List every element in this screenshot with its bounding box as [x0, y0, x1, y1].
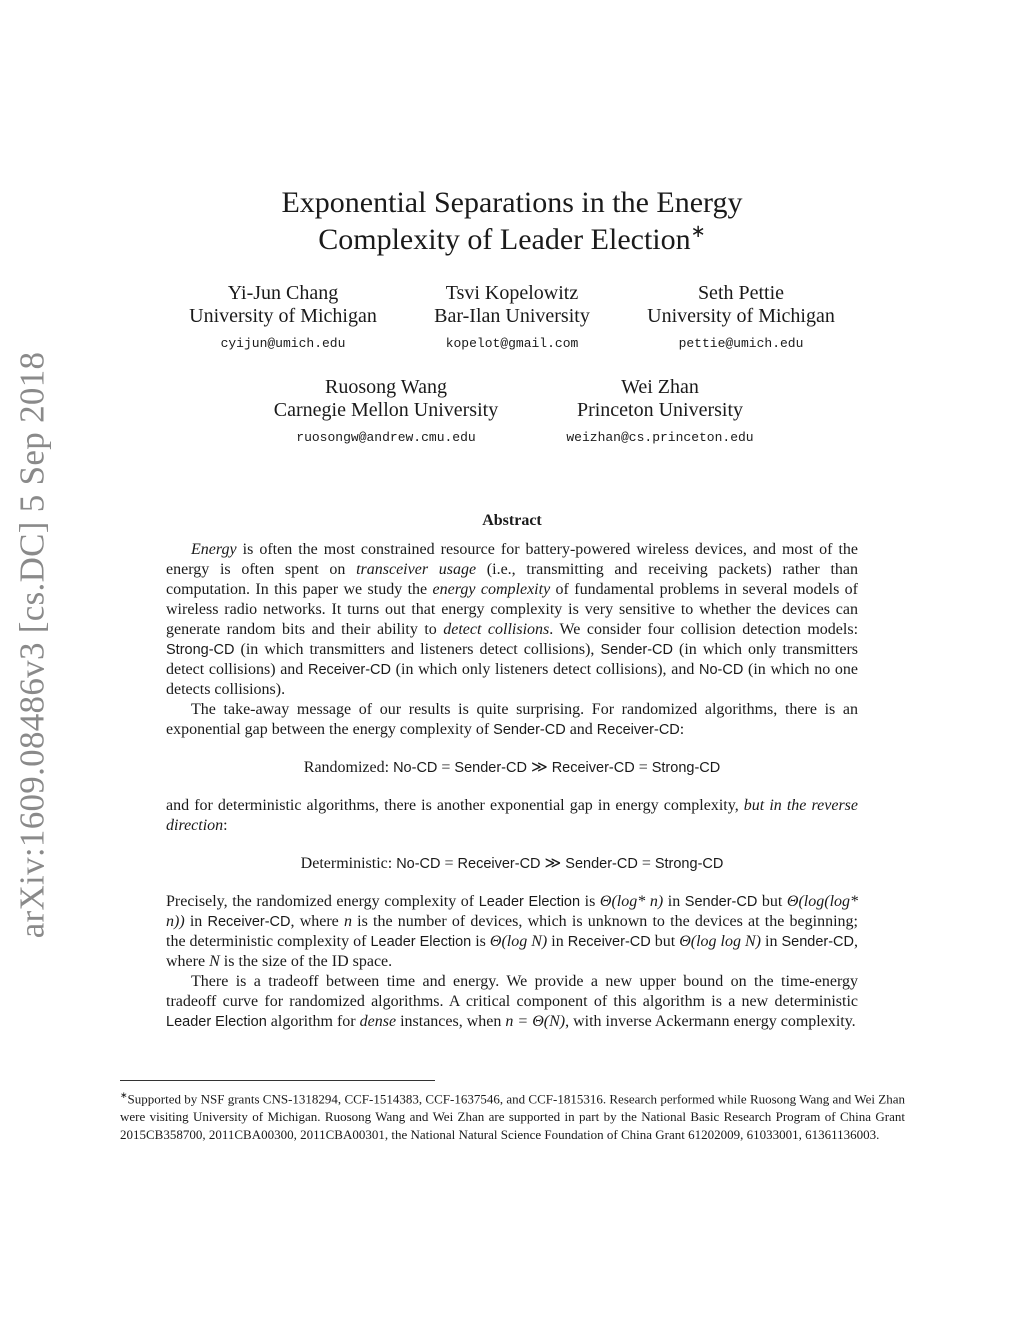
- author-affiliation: Bar-Ilan University: [434, 305, 590, 327]
- abstract-paragraph: The take-away message of our results is quite surprising. For randomized algorithms, there is an exponential gap between the energy complexity of Sender-CD and Receiver-CD:: [166, 701, 858, 738]
- author-name: Wei Zhan: [621, 376, 699, 398]
- title-line-2: Complexity of Leader Election: [318, 223, 691, 256]
- abstract-heading: Abstract: [482, 512, 542, 529]
- author-email[interactable]: kopelot@gmail.com: [445, 336, 579, 351]
- abstract-paragraph: and for deterministic algorithms, there is another exponential gap in energy complexity, but in the reverse direction:: [166, 797, 858, 834]
- abstract-paragraph: Precisely, the randomized energy complexity of Leader Election is Θ(log* n) in Sender-CD but Θ(log(log* n)) in Receiver-CD, where n is the number of devices, which is unknown to the devices at the beginning; the deterministic complexity of Leader Election is Θ(log N) in Receiver-CD but Θ(log log N) in Sender-CD, where N is the size of the ID space.: [166, 893, 859, 970]
- author-affiliation: Princeton University: [576, 399, 744, 421]
- author-affiliation: University of Michigan: [647, 305, 835, 327]
- paper-title: [150, 184, 874, 258]
- author-block: [256, 376, 516, 447]
- footnote-mark: ∗: [120, 1090, 128, 1100]
- author-affiliation: Carnegie Mellon University: [273, 399, 499, 421]
- author-block: [153, 282, 413, 353]
- footnote-text: Supported by NSF grants CNS-1318294, CCF-1514383, CCF-1637546, and CCF-1815316. Research performed while Ruosong Wang and Wei Zhan were visiting University of Michigan. Ruosong Wang and Wei Zhan are supported in part by the National Basic Research Program of China Grant 2015CB358700, 2011CBA00300, 2011CBA00301, the National Natural Science Foundation of China Grant 61202009, 61033001, 61361136003.: [120, 1091, 905, 1143]
- abstract-paragraph: Energy is often the most constrained resource for battery-powered wireless devices, and most of the energy is often spent on transceiver usage (i.e., transmitting and receiving packets) rather than computation. In this paper we study the energy complexity of fundamental problems in several models of wireless radio networks. It turns out that energy complexity is very sensitive to whether the devices can generate random bits and their ability to detect collisions. We consider four collision detection models: Strong-CD (in which transmitters and listeners detect collisions), Sender-CD (in which only transmitters detect collisions) and Receiver-CD (in which only listeners detect collisions), and No-CD (in which no one detects collisions).: [166, 541, 859, 698]
- author-affiliation: University of Michigan: [189, 305, 377, 327]
- author-block: [611, 282, 871, 353]
- author-block: [382, 282, 642, 353]
- arxiv-id: arXiv:1609.08486v3 [cs.DC] 5 Sep 2018: [12, 351, 52, 939]
- footnote: [120, 1086, 905, 1144]
- abstract-paragraph: There is a tradeoff between time and energy. We provide a new upper bound on the time-energy tradeoff curve for randomized algorithms. A critical component of this algorithm is a new deterministic Leader Election algorithm for dense instances, when n = Θ(N), with inverse Ackermann energy complexity.: [166, 973, 858, 1030]
- title-footnote-mark: ∗: [690, 221, 706, 241]
- footnote-rule: [120, 1080, 435, 1081]
- title-line-1: Exponential Separations in the Energy: [281, 186, 743, 219]
- author-email[interactable]: cyijun@umich.edu: [220, 336, 346, 351]
- deterministic-separation: Deterministic: No-CD = Receiver-CD ≫ Sender-CD = Strong-CD: [300, 855, 724, 872]
- author-email[interactable]: weizhan@cs.princeton.edu: [566, 430, 754, 445]
- author-name: Seth Pettie: [697, 282, 785, 304]
- author-email[interactable]: ruosongw@andrew.cmu.edu: [296, 430, 476, 445]
- arxiv-stamp: [10, 351, 55, 939]
- author-name: Yi-Jun Chang: [227, 282, 339, 304]
- abstract-body: [166, 540, 858, 1032]
- author-name: Tsvi Kopelowitz: [445, 282, 579, 304]
- author-email[interactable]: pettie@umich.edu: [678, 336, 804, 351]
- author-name: Ruosong Wang: [325, 376, 447, 398]
- randomized-separation: Randomized: No-CD = Sender-CD ≫ Receiver-CD = Strong-CD: [303, 759, 721, 776]
- author-block: [530, 376, 790, 447]
